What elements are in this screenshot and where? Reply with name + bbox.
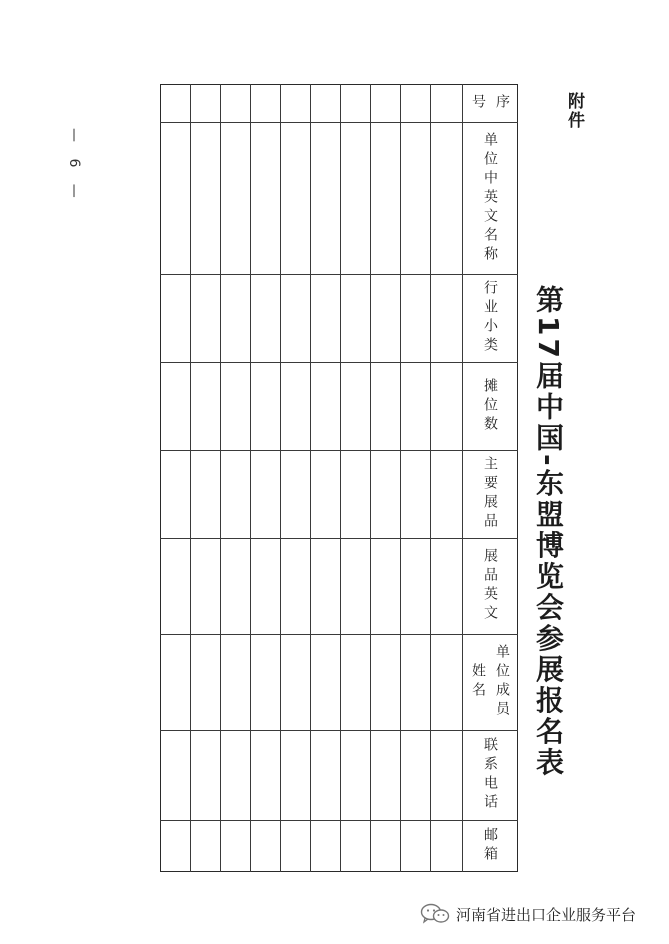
watermark-text: 河南省进出口企业服务平台 — [456, 905, 637, 924]
table-blank-cell[interactable] — [250, 820, 280, 872]
table-blank-cell[interactable] — [340, 450, 370, 538]
table-blank-cell[interactable] — [310, 84, 340, 122]
table-blank-cell[interactable] — [280, 730, 310, 820]
table-blank-cell[interactable] — [220, 820, 250, 872]
table-blank-cell[interactable] — [340, 274, 370, 362]
registration-table — [160, 84, 518, 872]
table-blank-cell[interactable] — [280, 362, 310, 450]
table-blank-cell[interactable] — [370, 730, 400, 820]
table-blank-cell[interactable] — [190, 634, 220, 730]
table-blank-cell[interactable] — [160, 362, 190, 450]
table-blank-cell[interactable] — [280, 820, 310, 872]
table-header-cell — [462, 820, 518, 872]
table-blank-cell[interactable] — [310, 820, 340, 872]
table-blank-cell[interactable] — [310, 362, 340, 450]
table-blank-cell[interactable] — [400, 122, 430, 274]
table-blank-cell[interactable] — [160, 122, 190, 274]
table-blank-cell[interactable] — [190, 730, 220, 820]
table-blank-cell[interactable] — [280, 634, 310, 730]
table-blank-cell[interactable] — [310, 730, 340, 820]
table-blank-cell[interactable] — [430, 122, 462, 274]
table-blank-cell[interactable] — [280, 450, 310, 538]
table-header-label: 号 — [470, 93, 486, 113]
table-header-label: 展品英文 — [482, 548, 498, 624]
table-blank-cell[interactable] — [190, 84, 220, 122]
table-header-cell — [462, 274, 518, 362]
table-blank-cell[interactable] — [370, 274, 400, 362]
table-blank-cell[interactable] — [370, 122, 400, 274]
table-blank-cell[interactable] — [430, 634, 462, 730]
table-blank-cell[interactable] — [160, 84, 190, 122]
table-blank-cell[interactable] — [340, 84, 370, 122]
attachment-label: 附件 — [564, 92, 584, 130]
table-blank-cell[interactable] — [310, 634, 340, 730]
table-header-label: 摊位数 — [482, 377, 498, 435]
table-header-cell — [462, 122, 518, 274]
table-blank-cell[interactable] — [430, 274, 462, 362]
table-blank-cell[interactable] — [250, 362, 280, 450]
table-blank-cell[interactable] — [280, 274, 310, 362]
table-blank-cell[interactable] — [160, 450, 190, 538]
table-header-cell — [462, 84, 518, 122]
table-blank-cell[interactable] — [370, 84, 400, 122]
table-blank-cell[interactable] — [370, 820, 400, 872]
table-header-label: 姓名 — [470, 663, 486, 701]
table-blank-cell[interactable] — [310, 274, 340, 362]
table-blank-cell[interactable] — [340, 122, 370, 274]
table-header-cell — [462, 634, 518, 730]
table-blank-cell[interactable] — [430, 730, 462, 820]
table-blank-cell[interactable] — [250, 122, 280, 274]
table-blank-cell[interactable] — [190, 122, 220, 274]
table-header-label: 行业小类 — [482, 280, 498, 356]
table-header-cell — [462, 730, 518, 820]
table-header-label: 主要展品 — [482, 456, 498, 532]
table-blank-cell[interactable] — [220, 450, 250, 538]
table-blank-cell[interactable] — [400, 538, 430, 634]
table-blank-cell[interactable] — [370, 538, 400, 634]
page-number: — 6 — — [66, 128, 82, 204]
table-blank-cell[interactable] — [280, 538, 310, 634]
table-blank-cell[interactable] — [160, 538, 190, 634]
table-blank-cell[interactable] — [250, 634, 280, 730]
watermark — [420, 902, 636, 926]
table-blank-cell[interactable] — [220, 362, 250, 450]
table-blank-cell[interactable] — [340, 538, 370, 634]
table-blank-cell[interactable] — [250, 450, 280, 538]
table-blank-cell[interactable] — [370, 634, 400, 730]
table-blank-cell[interactable] — [370, 362, 400, 450]
table-blank-cell[interactable] — [220, 730, 250, 820]
table-blank-cell[interactable] — [250, 274, 280, 362]
table-blank-cell[interactable] — [430, 362, 462, 450]
table-header-label: 邮箱 — [482, 827, 498, 865]
table-blank-cell[interactable] — [430, 450, 462, 538]
table-blank-cell[interactable] — [190, 362, 220, 450]
form-title: 第17届中国-东盟博览会参展报名表 — [532, 285, 565, 779]
table-blank-cell[interactable] — [400, 820, 430, 872]
table-blank-cell[interactable] — [220, 84, 250, 122]
table-header-cell — [462, 538, 518, 634]
table-blank-cell[interactable] — [370, 450, 400, 538]
table-blank-cell[interactable] — [160, 730, 190, 820]
table-blank-cell[interactable] — [160, 274, 190, 362]
table-blank-cell[interactable] — [220, 274, 250, 362]
table-blank-cell[interactable] — [190, 450, 220, 538]
table-blank-cell[interactable] — [220, 538, 250, 634]
table-blank-cell[interactable] — [340, 820, 370, 872]
table-blank-cell[interactable] — [430, 820, 462, 872]
table-blank-cell[interactable] — [400, 84, 430, 122]
table-blank-cell[interactable] — [400, 730, 430, 820]
table-blank-cell[interactable] — [430, 84, 462, 122]
table-blank-cell[interactable] — [280, 122, 310, 274]
table-blank-cell[interactable] — [400, 634, 430, 730]
table-blank-cell[interactable] — [340, 634, 370, 730]
table-blank-cell[interactable] — [340, 730, 370, 820]
table-blank-cell[interactable] — [340, 362, 370, 450]
table-header-cell — [462, 450, 518, 538]
table-blank-cell[interactable] — [430, 538, 462, 634]
table-blank-cell[interactable] — [280, 84, 310, 122]
table-blank-cell[interactable] — [310, 450, 340, 538]
table-blank-cell[interactable] — [160, 820, 190, 872]
table-blank-cell[interactable] — [310, 538, 340, 634]
table-blank-cell[interactable] — [190, 538, 220, 634]
table-header-label: 单位中英文名称 — [482, 131, 498, 265]
table-blank-cell[interactable] — [400, 362, 430, 450]
table-header-label: 单位成员 — [494, 644, 510, 720]
table-blank-cell[interactable] — [400, 450, 430, 538]
table-header-label: 联系电话 — [482, 737, 498, 813]
table-blank-cell[interactable] — [250, 730, 280, 820]
table-blank-cell[interactable] — [250, 538, 280, 634]
table-blank-cell[interactable] — [400, 274, 430, 362]
table-blank-cell[interactable] — [310, 122, 340, 274]
table-blank-cell[interactable] — [190, 274, 220, 362]
table-blank-cell[interactable] — [160, 634, 190, 730]
table-blank-cell[interactable] — [220, 122, 250, 274]
table-header-label: 序 — [494, 93, 510, 113]
table-header-cell — [462, 362, 518, 450]
table-blank-cell[interactable] — [190, 820, 220, 872]
wechat-icon — [420, 903, 450, 925]
table-blank-cell[interactable] — [220, 634, 250, 730]
table-blank-cell[interactable] — [250, 84, 280, 122]
